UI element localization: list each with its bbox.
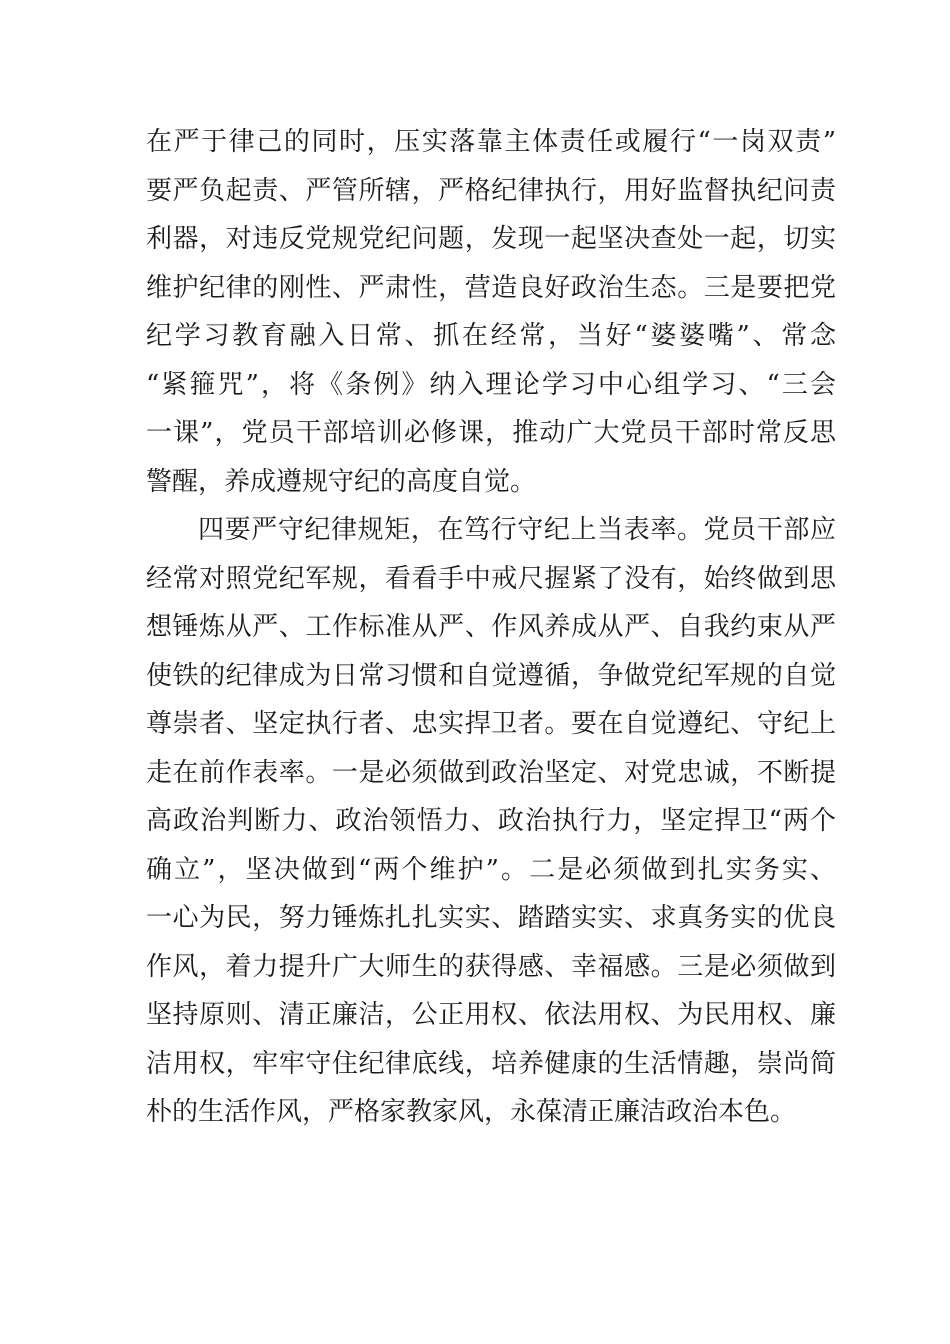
paragraph-line: 警醒，养成遵规守纪的高度自觉。 [146, 466, 537, 497]
paragraph-line: “紧箍咒”，将《条例》纳入理论学习中心组学习、“三会 [146, 369, 836, 400]
paragraph-line: 维护纪律的刚性、严肃性，营造良好政治生态。三是要把党 [146, 272, 836, 303]
paragraph-line: 四要严守纪律规矩，在笃行守纪上当表率。党员干部应 [198, 515, 836, 545]
paragraph-1 [146, 118, 836, 506]
paragraph-line: 一课”，党员干部培训必修课，推动广大党员干部时常反思 [146, 418, 836, 448]
paragraph-line: 朴的生活作风，严格家教家风，永葆清正廉洁政治本色。 [146, 1097, 797, 1127]
paragraph-line: 使铁的纪律成为日常习惯和自觉遵循，争做党纪军规的自觉 [146, 660, 836, 691]
paragraph-line: 想锤炼从严、工作标准从严、作风养成从严、自我约束从严 [146, 612, 836, 642]
document-body [146, 118, 836, 1137]
paragraph-line: 洁用权，牢牢守住纪律底线，培养健康的生活情趣，崇尚简 [146, 1048, 836, 1079]
paragraph-2 [146, 506, 836, 1137]
paragraph-line: 一心为民，努力锤炼扎扎实实、踏踏实实、求真务实的优良 [146, 903, 836, 933]
paragraph-line: 利器，对违反党规党纪问题，发现一起坚决查处一起，切实 [146, 224, 836, 254]
paragraph-line: 要严负起责、严管所辖，严格纪律执行，用好监督执纪问责 [146, 175, 836, 206]
paragraph-line: 作风，着力提升广大师生的获得感、幸福感。三是必须做到 [146, 951, 836, 982]
paragraph-line: 走在前作表率。一是必须做到政治坚定、对党忠诚，不断提 [146, 757, 836, 788]
paragraph-line: 尊崇者、坚定执行者、忠实捍卫者。要在自觉遵纪、守纪上 [146, 709, 836, 739]
paragraph-line: 高政治判断力、政治领悟力、政治执行力，坚定捍卫“两个 [146, 806, 836, 836]
paragraph-line: 经常对照党纪军规，看看手中戒尺握紧了没有，始终做到思 [146, 563, 836, 594]
paragraph-line: 纪学习教育融入日常、抓在经常，当好“婆婆嘴”、常念 [146, 321, 836, 351]
paragraph-line: 确立”，坚决做到“两个维护”。二是必须做到扎实务实、 [146, 854, 836, 885]
paragraph-line: 坚持原则、清正廉洁，公正用权、依法用权、为民用权、廉 [146, 1000, 836, 1030]
paragraph-line: 在严于律己的同时，压实落靠主体责任或履行“一岗双责” [146, 127, 836, 157]
